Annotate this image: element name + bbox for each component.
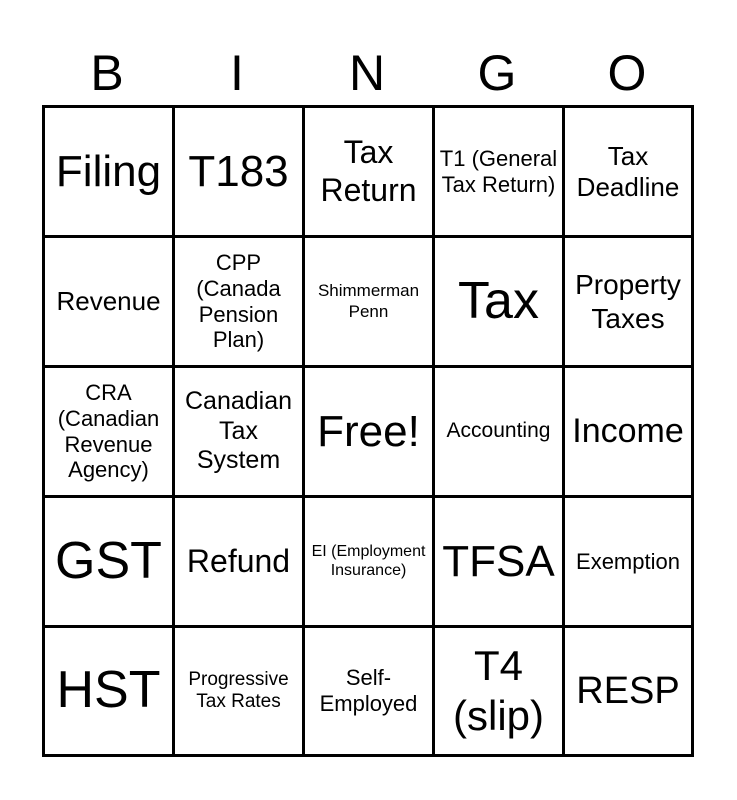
bingo-cell-r4c1[interactable]: GST: [55, 531, 162, 590]
bingo-cell-r4c5[interactable]: Exemption: [576, 548, 680, 574]
bingo-cell-r5c5[interactable]: RESP: [576, 669, 680, 712]
bingo-cell-r4c4[interactable]: TFSA: [442, 536, 555, 586]
bingo-cell-r2c3[interactable]: Shimmerman Penn: [317, 281, 420, 321]
bingo-cell-r5c4[interactable]: T4 (slip): [453, 642, 544, 739]
bingo-cell-r5c3[interactable]: Self-Employed: [319, 665, 418, 716]
bingo-cell-r3c1[interactable]: CRA (Canadian Revenue Agency): [57, 379, 160, 483]
bingo-cell-r1c5[interactable]: Tax Deadline: [576, 140, 680, 202]
bingo-cell-r1c4[interactable]: T1 (General Tax Return): [439, 145, 558, 197]
bingo-cell-r2c1[interactable]: Revenue: [56, 286, 161, 317]
bingo-cell-r4c3[interactable]: EI (Employment Insurance): [311, 542, 426, 579]
bingo-cell-r5c1[interactable]: HST: [56, 661, 161, 720]
header-letter-b: B: [90, 45, 124, 101]
bingo-cell-r3c2[interactable]: Canadian Tax System: [184, 387, 293, 475]
header-letter-n: N: [348, 45, 386, 101]
bingo-card-grid: [42, 105, 694, 757]
header-letter-g: G: [477, 45, 517, 101]
bingo-cell-r1c3[interactable]: Tax Return: [320, 133, 417, 208]
bingo-cell-r3c5[interactable]: Income: [572, 412, 684, 451]
free-space-cell[interactable]: Free!: [317, 406, 420, 456]
bingo-cell-r4c2[interactable]: Refund: [186, 542, 291, 579]
bingo-cell-r2c2[interactable]: CPP (Canada Pension Plan): [196, 249, 281, 353]
bingo-cell-r2c4[interactable]: Tax: [458, 271, 539, 330]
bingo-cell-r2c5[interactable]: Property Taxes: [575, 269, 681, 334]
bingo-header: [42, 42, 694, 104]
bingo-cell-r5c2[interactable]: Progressive Tax Rates: [188, 668, 289, 712]
bingo-cell-r1c1[interactable]: Filing: [55, 146, 162, 196]
bingo-cell-r1c2[interactable]: T183: [188, 146, 289, 196]
header-letter-o: O: [607, 45, 647, 101]
bingo-cell-r3c4[interactable]: Accounting: [446, 419, 551, 443]
header-letter-i: I: [230, 45, 244, 101]
